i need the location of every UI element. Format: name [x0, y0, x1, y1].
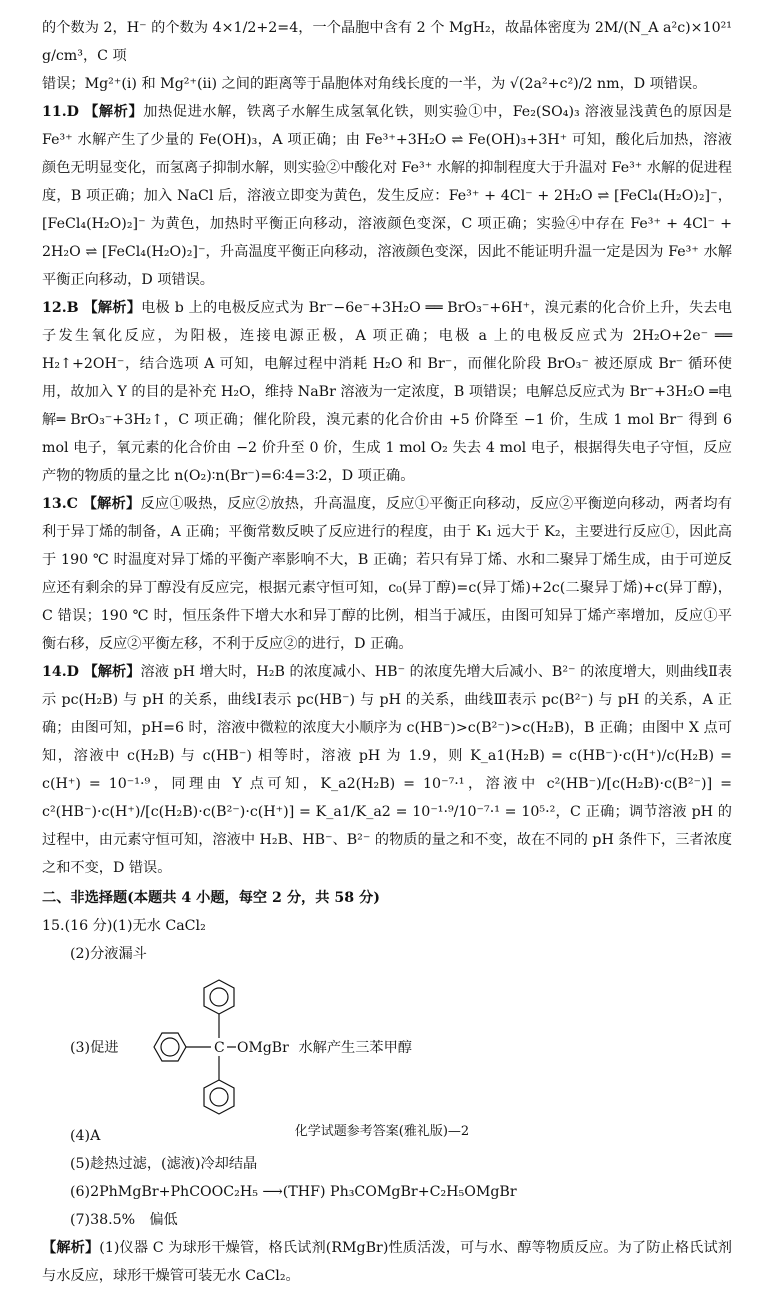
answer-12	[42, 294, 732, 490]
q15-answer-3	[70, 972, 732, 1122]
q15-answer-7: (7)38.5% 偏低	[70, 1212, 178, 1228]
q15-answer-4: (4)A	[70, 1128, 101, 1144]
omgbr-group-label: OMgBr	[237, 1040, 290, 1056]
bottom-benzene-ring	[204, 1080, 234, 1114]
q15-answer-1: 15.(16 分)(1)无水 CaCl₂	[42, 918, 206, 934]
answer-13-tag: 【解析】	[82, 496, 141, 512]
answer-14-number: 14.D	[42, 664, 79, 680]
q15-answer-3-suffix: 水解产生三苯甲醇	[298, 1040, 412, 1056]
q15-answer-3-prefix: (3)促进	[70, 1040, 119, 1056]
q15-explanation-tag: 【解析】	[42, 1240, 100, 1256]
answer-12-number: 12.B	[42, 300, 79, 316]
central-carbon-label: C	[214, 1040, 226, 1056]
answer-13	[42, 490, 732, 658]
answer-13-text: 反应①吸热，反应②放热，升高温度，反应①平衡正向移动，反应②平衡逆向移动，两者均有利于异丁烯的制备，A 正确；平衡常数反映了反应进行的程度，由于 K₁ 远大于 K₂，主要进行反应①，因此高于 190 ℃ 时温度对异丁烯的平衡产率影响不大，B 正确；若只有异丁烯、水和二聚异丁烯生成，由于可逆反应还有剩余的异丁醇没有反应完，根据元素守恒可知，c₀(异丁醇)=c(异丁烯)+2c(二聚异丁烯)+c(异丁醇)，C 错误；190 ℃ 时，恒压条件下增大水和异丁醇的比例，相当于减压，由图可知异丁烯产率增加，反应①平衡右移，反应②平衡左移，不利于反应②的进行，D 正确。	[42, 496, 732, 652]
q15-answer-6: (6)2PhMgBr+PhCOOC₂H₅ ⟶(THF) Ph₃COMgBr+C₂H₅OMgBr	[70, 1184, 517, 1200]
answer-14	[42, 658, 732, 882]
continuation-line-1: 的个数为 2，H⁻ 的个数为 4×1/2+2=4，一个晶胞中含有 2 个 MgH₂，故晶体密度为 2M/(N_A a²c)×10²¹ g/cm³，C 项	[42, 20, 732, 64]
q15-explanation-text: (1)仪器 C 为球形干燥管，格氏试剂(RMgBr)性质活泼，可与水、醇等物质反应。为了防止格氏试剂与水反应，球形干燥管可装无水 CaCl₂。	[42, 1240, 732, 1284]
page-footer: 化学试题参考答案(雅礼版)—2	[294, 1124, 470, 1139]
answer-11-number: 11.D	[42, 104, 79, 120]
q15-answer-5: (5)趁热过滤，(滤液)冷却结晶	[70, 1156, 258, 1172]
continuation-line-2: 错误；Mg²⁺(ⅰ) 和 Mg²⁺(ⅱ) 之间的距离等于晶胞体对角线长度的一半，为 √(2a²+c²)/2 nm，D 项错误。	[42, 76, 707, 92]
q15-explanation	[42, 1234, 732, 1290]
answer-11-text: 加热促进水解，铁离子水解生成氢氧化铁，则实验①中，Fe₂(SO₄)₃ 溶液显浅黄色的原因是 Fe³⁺ 水解产生了少量的 Fe(OH)₃，A 项正确；由 Fe³⁺+3H₂O ⇌ Fe(OH)₃+3H⁺ 可知，酸化后加热，溶液颜色无明显变化，而氢离子抑制水解，则实验②中酸化对 Fe³⁺ 水解的抑制程度大于升温对 Fe³⁺ 水解的促进程度，B 项正确；加入 NaCl 后，溶液立即变为黄色，发生反应：Fe³⁺ + 4Cl⁻ + 2H₂O ⇌ [FeCl₄(H₂O)₂]⁻，[FeCl₄(H₂O)₂]⁻ 为黄色，加热时平衡正向移动，溶液颜色变深，C 项正确；实验④中存在 Fe³⁺ + 4Cl⁻ + 2H₂O ⇌ [FeCl₄(H₂O)₂]⁻，升高温度平衡正向移动，溶液颜色变深，因此不能证明升温一定是因为 Fe³⁺ 水解平衡正向移动，D 项错误。	[42, 104, 732, 288]
answer-11-tag: 【解析】	[84, 104, 144, 120]
top-benzene-ring	[204, 980, 234, 1014]
answer-12-tag: 【解析】	[83, 300, 142, 316]
q15-answer-2: (2)分液漏斗	[70, 946, 147, 962]
answer-12-text: 电极 b 上的电极反应式为 Br⁻−6e⁻+3H₂O ══ BrO₃⁻+6H⁺，溴元素的化合价上升，失去电子发生氧化反应，为阳极，连接电源正极，A 项正确；电极 a 上的电极反应式为 2H₂O+2e⁻ ══ H₂↑+2OH⁻，结合选项 A 可知，电解过程中消耗 H₂O 和 Br⁻，而催化阶段 BrO₃⁻ 被还原成 Br⁻ 循环使用，故加入 Y 的目的是补充 H₂O，维持 NaBr 溶液为一定浓度，B 项错误；电解总反应式为 Br⁻+3H₂O ═电解═ BrO₃⁻+3H₂↑，C 项正确；催化阶段，溴元素的化合价由 +5 价降至 −1 价，生成 1 mol Br⁻ 得到 6 mol 电子，氧元素的化合价由 −2 价升至 0 价，生成 1 mol O₂ 失去 4 mol 电子，根据得失电子守恒，反应产物的物质的量之比 n(O₂)∶n(Br⁻)=6∶4=3∶2，D 项正确。	[42, 300, 732, 484]
triphenylmethoxy-structure	[124, 972, 294, 1122]
answer-14-text: 溶液 pH 增大时，H₂B 的浓度减小、HB⁻ 的浓度先增大后减小、B²⁻ 的浓度增大，则曲线Ⅱ表示 pc(H₂B) 与 pH 的关系，曲线Ⅰ表示 pc(HB⁻) 与 pH 的关系，曲线Ⅲ表示 pc(B²⁻) 与 pH 的关系，A 正确；由图可知，pH=6 时，溶液中微粒的浓度大小顺序为 c(HB⁻)>c(B²⁻)>c(H₂B)，B 正确；由图中 X 点可知，溶液中 c(H₂B) 与 c(HB⁻) 相等时，溶液 pH 为 1.9，则 K_a1(H₂B) = c(HB⁻)·c(H⁺)/c(H₂B) = c(H⁺) = 10⁻¹·⁹，同理由 Y 点可知，K_a2(H₂B) = 10⁻⁷·¹，溶液中 c²(HB⁻)/[c(H₂B)·c(B²⁻)] = c²(HB⁻)·c(H⁺)/[c(H₂B)·c(B²⁻)·c(H⁺)] = K_a1/K_a2 = 10⁻¹·⁹/10⁻⁷·¹ = 10⁵·²，C 正确；调节溶液 pH 的过程中，由元素守恒可知，溶液中 H₂B、HB⁻、B²⁻ 的物质的量之和不变，故在不同的 pH 条件下，三者浓度之和不变，D 错误。	[42, 664, 732, 876]
answer-13-number: 13.C	[42, 496, 78, 512]
left-benzene-ring	[154, 1033, 186, 1061]
answer-14-tag: 【解析】	[83, 664, 141, 680]
answer-11	[42, 98, 732, 294]
section-2-heading: 二、非选择题(本题共 4 小题，每空 2 分，共 58 分)	[42, 890, 380, 906]
